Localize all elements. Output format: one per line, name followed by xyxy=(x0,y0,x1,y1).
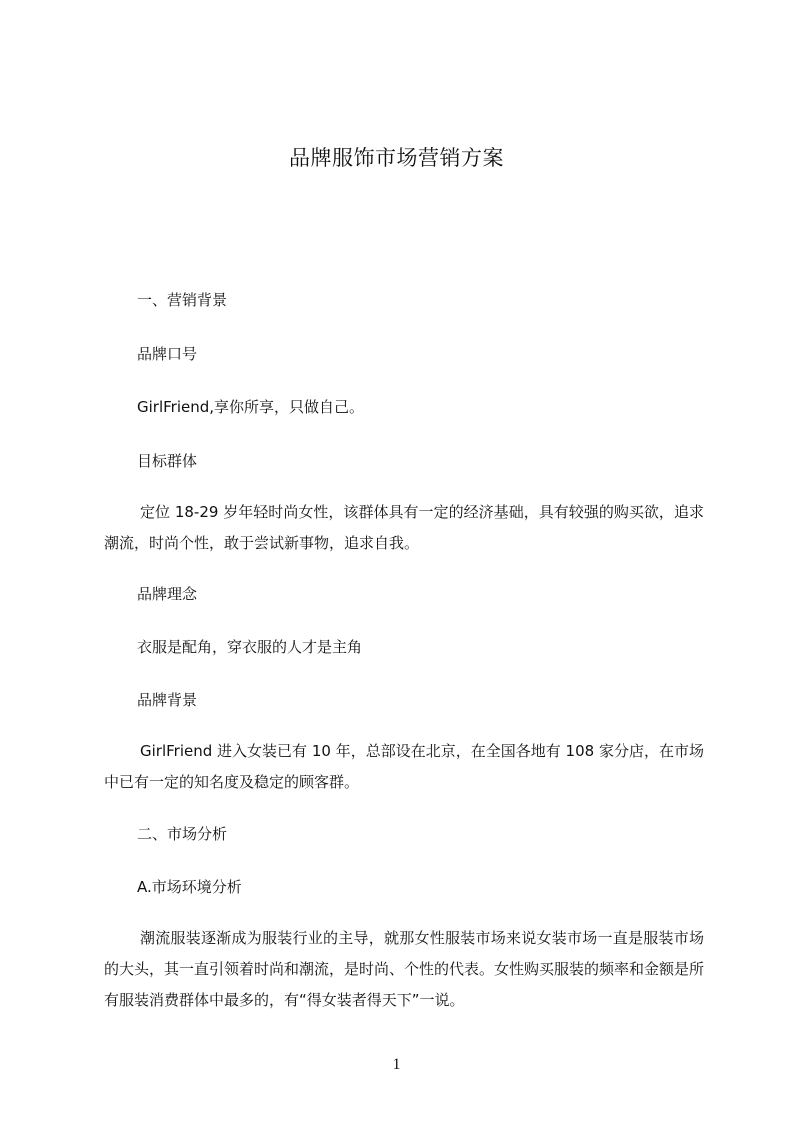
subheading-brand-background: 品牌背景 xyxy=(137,691,198,709)
section-heading-market-analysis: 二、市场分析 xyxy=(137,825,228,843)
document-title: 品牌服饰市场营销方案 xyxy=(289,146,504,170)
section-heading-marketing-background: 一、营销背景 xyxy=(137,291,228,309)
subheading-brand-slogan: 品牌口号 xyxy=(137,345,198,363)
page-number: 1 xyxy=(392,1056,401,1073)
brand-slogan-text: GirlFriend,享你所享，只做自己。 xyxy=(137,398,365,416)
market-environment-paragraph: 潮流服装逐渐成为服装行业的主导，就那女性服装市场来说女装市场一直是服装市场的大头，其一直引领着时尚和潮流，是时尚、个性的代表。女性购买服装的频率和金额是所有服装消费群体中最多的，有“得女装者得天下”一说。 xyxy=(104,929,705,1009)
subheading-target-group: 目标群体 xyxy=(137,452,198,470)
subheading-brand-concept: 品牌理念 xyxy=(137,585,198,603)
subheading-market-environment: A.市场环境分析 xyxy=(137,878,242,896)
target-group-paragraph: 定位 18-29 岁年轻时尚女性，该群体具有一定的经济基础，具有较强的购买欲，追求潮流，时尚个性，敢于尝试新事物，追求自我。 xyxy=(104,503,704,552)
brand-background-paragraph: GirlFriend 进入女装已有 10 年，总部设在北京，在全国各地有 108 家分店，在市场中已有一定的知名度及稳定的顾客群。 xyxy=(104,742,704,791)
brand-concept-text: 衣服是配角，穿衣服的人才是主角 xyxy=(137,638,363,656)
